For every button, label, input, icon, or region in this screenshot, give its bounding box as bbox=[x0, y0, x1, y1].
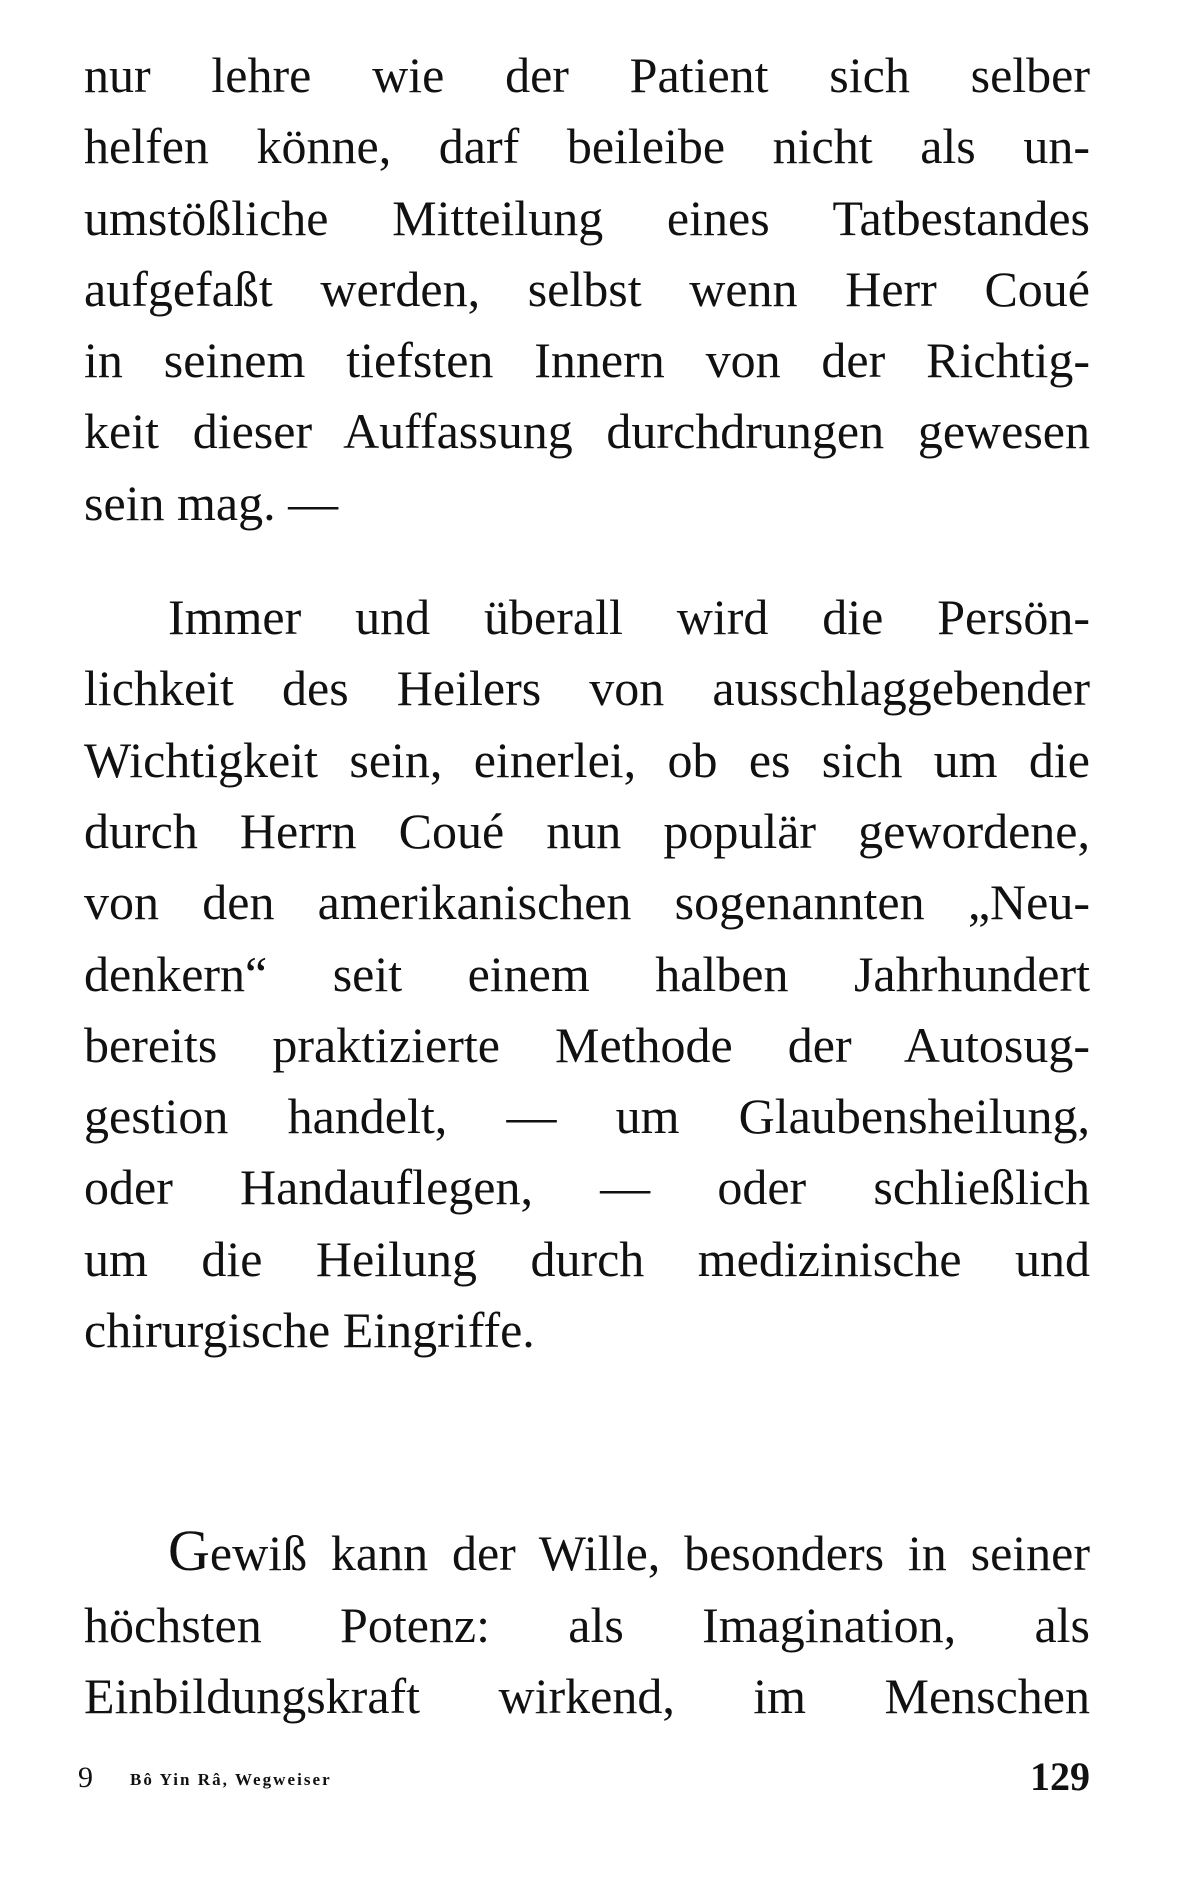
text-line: gestion handelt, — um Glaubensheilung, bbox=[84, 1088, 1090, 1145]
paragraph-3 bbox=[84, 1515, 1090, 1732]
initial-letter: G bbox=[168, 1518, 210, 1584]
text-line: höchsten Potenz: als Imagination, als bbox=[84, 1596, 1090, 1653]
page-number: 129 bbox=[1030, 1754, 1090, 1799]
signature-text: Bô Yin Râ, Wegweiser bbox=[130, 1770, 332, 1789]
text-line: umstößliche Mitteilung eines Tatbestandes bbox=[84, 189, 1090, 246]
text-line bbox=[84, 1515, 1090, 1589]
text-line: lichkeit des Heilers von ausschlaggebender bbox=[84, 660, 1090, 717]
text-line: aufgefaßt werden, selbst wenn Herr Coué bbox=[84, 260, 1090, 317]
text-line: denkern“ seit einem halben Jahrhundert bbox=[84, 945, 1090, 1002]
text-line: sein mag. — bbox=[84, 474, 339, 531]
page-body bbox=[84, 40, 1090, 1732]
text-line: durch Herrn Coué nun populär gewordene, bbox=[84, 802, 1090, 859]
page-footer bbox=[78, 1753, 1090, 1803]
text-line: helfen könne, darf beileibe nicht als un- bbox=[84, 118, 1090, 175]
text-line: oder Handauflegen, — oder schließlich bbox=[84, 1159, 1090, 1216]
text-fragment: ewiß kann der Wille, besonders in seiner bbox=[209, 1525, 1090, 1582]
text-line: in seinem tiefsten Innern von der Richtig- bbox=[84, 332, 1090, 389]
paragraph-2 bbox=[84, 582, 1090, 1366]
text-line: Einbildungskraft wirkend, im Menschen bbox=[84, 1667, 1090, 1724]
text-line: chirurgische Eingriffe. bbox=[84, 1302, 535, 1359]
text-line: um die Heilung durch medizinische und bbox=[84, 1230, 1090, 1287]
text-line: keit dieser Auffassung durchdrungen gewesen bbox=[84, 403, 1090, 460]
text-line: Wichtigkeit sein, einerlei, ob es sich um die bbox=[84, 731, 1090, 788]
text-line: Immer und überall wird die Persön- bbox=[168, 589, 1090, 646]
text-line: von den amerikanischen sogenannten „Neu- bbox=[84, 874, 1090, 931]
signature-number: 9 bbox=[78, 1761, 93, 1794]
text-line: bereits praktizierte Methode der Autosug- bbox=[84, 1016, 1090, 1073]
text-line: nur lehre wie der Patient sich selber bbox=[84, 47, 1090, 103]
paragraph-1 bbox=[84, 40, 1090, 539]
